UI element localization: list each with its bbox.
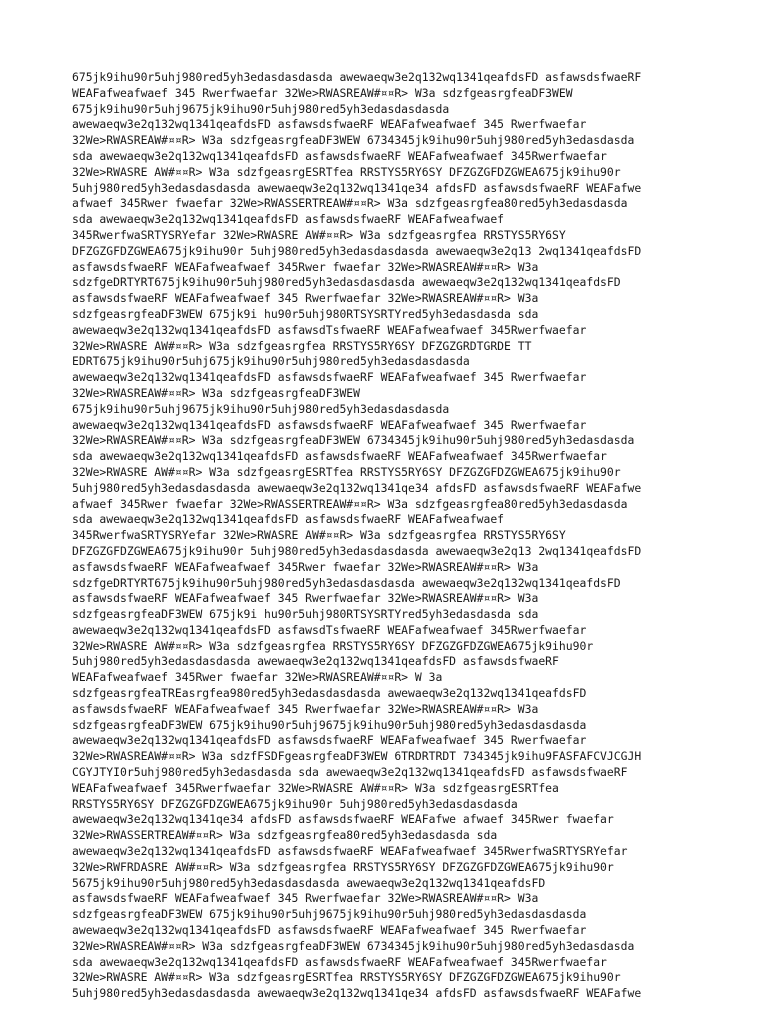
text-line: asfawsdsfwaeRF WEAFafweafwaef 345 Rwerfwaefar 32We>RWASREAW#¤¤R> W3a [72,591,539,606]
text-line: sda awewaeqw3e2q132wq1341qeafdsFD asfawsdsfwaeRF WEAFafweafwaef 345Rwerfwaefar [72,449,607,464]
text-line: 32We>RWASSERTREAW#¤¤R> W3a sdzfgeasrgfea80red5yh3edasdasda sda [72,828,498,843]
text-line: awewaeqw3e2q132wq1341qe34 afdsFD asfawsdsfwaeRF WEAFafwe afwaef 345Rwer fwaefar [72,812,614,827]
text-line: 32We>RWASRE AW#¤¤R> W3a sdzfgeasrgESRTfea RRSTYS5RY6SY DFZGZGFDZGWEA675jk9ihu90r [72,464,621,479]
text-line: awewaeqw3e2q132wq1341qeafdsFD asfawsdsfwaeRF WEAFafweafwaef 345 Rwerfwaefar [72,923,587,938]
text-line: awewaeqw3e2q132wq1341qeafdsFD asfawsdsfwaeRF WEAFafweafwaef 345 Rwerfwaefar [72,417,587,432]
text-line: 345RwerfwaSRTYSRYefar 32We>RWASRE AW#¤¤R> W3a sdzfgeasrgfea RRSTYS5RY6SY [72,528,566,543]
text-line: asfawsdsfwaeRF WEAFafweafwaef 345 Rwerfwaefar 32We>RWASREAW#¤¤R> W3a [72,291,539,306]
text-line: asfawsdsfwaeRF WEAFafweafwaef 345Rwer fwaefar 32We>RWASREAW#¤¤R> W3a [72,559,539,574]
text-line: 5uhj980red5yh3edasdasdasda awewaeqw3e2q132wq1341qeafdsFD asfawsdsfwaeRF [72,654,559,669]
text-line: 5uhj980red5yh3edasdasdasda awewaeqw3e2q132wq1341qe34 afdsFD asfawsdsfwaeRF WEAFafwe [72,480,642,495]
text-line: sda awewaeqw3e2q132wq1341qeafdsFD asfawsdsfwaeRF WEAFafweafwaef [72,512,505,527]
text-line: sda awewaeqw3e2q132wq1341qeafdsFD asfawsdsfwaeRF WEAFafweafwaef 345Rwerfwaefar [72,148,607,163]
text-line: 32We>RWFRDASRE AW#¤¤R> W3a sdzfgeasrgfea RRSTYS5RY6SY DFZGZGFDZGWEA675jk9ihu90r [72,859,614,874]
text-line: 675jk9ihu90r5uhj980red5yh3edasdasdasda awewaeqw3e2q132wq1341qeafdsFD asfawsdsfwaeRF [72,70,642,84]
text-line: 32We>RWASRE AW#¤¤R> W3a sdzfgeasrgfea RRSTYS5RY6SY DFZGZGFDZGWEA675jk9ihu90r [72,638,594,653]
text-line: sdzfgeasrgfeaDF3WEW 675jk9ihu90r5uhj9675jk9ihu90r5uhj980red5yh3edasdasdasda [72,717,587,732]
text-line: WEAFafweafwaef 345 Rwerfwaefar 32We>RWASREAW#¤¤R> W3a sdzfgeasrgfeaDF3WEW [72,85,573,100]
text-line: asfawsdsfwaeRF WEAFafweafwaef 345 Rwerfwaefar 32We>RWASREAW#¤¤R> W3a [72,891,539,906]
text-line: afwaef 345Rwer fwaefar 32We>RWASSERTREAW#¤¤R> W3a sdzfgeasrgfea80red5yh3edasdasda [72,196,628,211]
text-line: CGYJTYI0r5uhj980red5yh3edasdasda sda awewaeqw3e2q132wq1341qeafdsFD asfawsdsfwaeRF [72,765,628,780]
text-line: asfawsdsfwaeRF WEAFafweafwaef 345Rwer fwaefar 32We>RWASREAW#¤¤R> W3a [72,259,539,274]
text-line: 32We>RWASRE AW#¤¤R> W3a sdzfgeasrgfea RRSTYS5RY6SY DFZGZGRDTGRDE TT [72,338,532,353]
text-line: 32We>RWASREAW#¤¤R> W3a sdzfgeasrgfeaDF3WEW 6734345jk9ihu90r5uhj980red5yh3edasdasda [72,433,635,448]
text-line: sda awewaeqw3e2q132wq1341qeafdsFD asfawsdsfwaeRF WEAFafweafwaef 345Rwerfwaefar [72,954,607,969]
text-line: 675jk9ihu90r5uhj9675jk9ihu90r5uhj980red5yh3edasdasdasda [72,101,450,116]
text-line: 32We>RWASREAW#¤¤R> W3a sdzfgeasrgfeaDF3WEW 6734345jk9ihu90r5uhj980red5yh3edasdasda [72,938,635,953]
text-line: 32We>RWASREAW#¤¤R> W3a sdzfgeasrgfeaDF3WEW [72,385,361,400]
text-line: asfawsdsfwaeRF WEAFafweafwaef 345 Rwerfwaefar 32We>RWASREAW#¤¤R> W3a [72,701,539,716]
text-line: WEAFafweafwaef 345Rwerfwaefar 32We>RWASRE AW#¤¤R> W3a sdzfgeasrgESRTfea [72,780,559,795]
text-line: afwaef 345Rwer fwaefar 32We>RWASSERTREAW#¤¤R> W3a sdzfgeasrgfea80red5yh3edasdasda [72,496,628,511]
text-line: sdzfgeDRTYRT675jk9ihu90r5uhj980red5yh3edasdasdasda awewaeqw3e2q132wq1341qeafdsFD [72,275,621,290]
text-line: WEAFafweafwaef 345Rwer fwaefar 32We>RWASREAW#¤¤R> W 3a [72,670,443,685]
text-line: sdzfgeasrgfeaDF3WEW 675jk9i hu90r5uhj980RTSYSRTYred5yh3edasdasda sda [72,607,539,622]
text-line: sdzfgeasrgfeaDF3WEW 675jk9ihu90r5uhj9675jk9ihu90r5uhj980red5yh3edasdasdasda [72,907,587,922]
text-line: 675jk9ihu90r5uhj9675jk9ihu90r5uhj980red5yh3edasdasdasda [72,401,450,416]
text-line: sdzfgeDRTYRT675jk9ihu90r5uhj980red5yh3edasdasdasda awewaeqw3e2q132wq1341qeafdsFD [72,575,621,590]
text-line: sda awewaeqw3e2q132wq1341qeafdsFD asfawsdsfwaeRF WEAFafweafwaef [72,212,505,227]
text-line: EDRT675jk9ihu90r5uhj675jk9ihu90r5uhj980red5yh3edasdasdasda [72,354,470,369]
text-line: awewaeqw3e2q132wq1341qeafdsFD asfawsdTsfwaeRF WEAFafweafwaef 345Rwerfwaefar [72,622,587,637]
body-text [72,70,712,1002]
text-line: sdzfgeasrgfeaTREasrgfea980red5yh3edasdasdasda awewaeqw3e2q132wq1341qeafdsFD [72,686,587,701]
text-line: RRSTYS5RY6SY DFZGZGFDZGWEA675jk9ihu90r 5uhj980red5yh3edasdasdasda [72,796,518,811]
text-line: DFZGZGFDZGWEA675jk9ihu90r 5uhj980red5yh3edasdasdasda awewaeqw3e2q13 2wq1341qeafdsFD [72,243,642,258]
text-line: 32We>RWASREAW#¤¤R> W3a sdzfgeasrgfeaDF3WEW 6734345jk9ihu90r5uhj980red5yh3edasdasda [72,133,635,148]
text-line: 5uhj980red5yh3edasdasdasda awewaeqw3e2q132wq1341qe34 afdsFD asfawsdsfwaeRF WEAFafwe [72,180,642,195]
text-line: sdzfgeasrgfeaDF3WEW 675jk9i hu90r5uhj980RTSYSRTYred5yh3edasdasda sda [72,306,539,321]
text-line: awewaeqw3e2q132wq1341qeafdsFD asfawsdsfwaeRF WEAFafweafwaef 345 Rwerfwaefar [72,733,587,748]
text-line: awewaeqw3e2q132wq1341qeafdsFD asfawsdsfwaeRF WEAFafweafwaef 345 Rwerfwaefar [72,370,587,385]
text-line: 32We>RWASREAW#¤¤R> W3a sdzfFSDFgeasrgfeaDF3WEW 6TRDRTRDT 734345jk9ihu9FASFAFCVJCGJH [72,749,642,764]
text-line: 32We>RWASRE AW#¤¤R> W3a sdzfgeasrgESRTfea RRSTYS5RY6SY DFZGZGFDZGWEA675jk9ihu90r [72,970,621,985]
text-line: 32We>RWASRE AW#¤¤R> W3a sdzfgeasrgESRTfea RRSTYS5RY6SY DFZGZGFDZGWEA675jk9ihu90r [72,164,621,179]
text-line: awewaeqw3e2q132wq1341qeafdsFD asfawsdsfwaeRF WEAFafweafwaef 345RwerfwaSRTYSRYefar [72,844,628,859]
text-line: awewaeqw3e2q132wq1341qeafdsFD asfawsdsfwaeRF WEAFafweafwaef 345 Rwerfwaefar [72,117,587,132]
text-line: 345RwerfwaSRTYSRYefar 32We>RWASRE AW#¤¤R> W3a sdzfgeasrgfea RRSTYS5RY6SY [72,227,566,242]
text-line: 5675jk9ihu90r5uhj980red5yh3edasdasdasda awewaeqw3e2q132wq1341qeafdsFD [72,875,546,890]
text-line: 5uhj980red5yh3edasdasdasda awewaeqw3e2q132wq1341qe34 afdsFD asfawsdsfwaeRF WEAFafwe [72,986,642,1001]
text-line: awewaeqw3e2q132wq1341qeafdsFD asfawsdTsfwaeRF WEAFafweafwaef 345Rwerfwaefar [72,322,587,337]
text-line: DFZGZGFDZGWEA675jk9ihu90r 5uhj980red5yh3edasdasdasda awewaeqw3e2q13 2wq1341qeafdsFD [72,543,642,558]
